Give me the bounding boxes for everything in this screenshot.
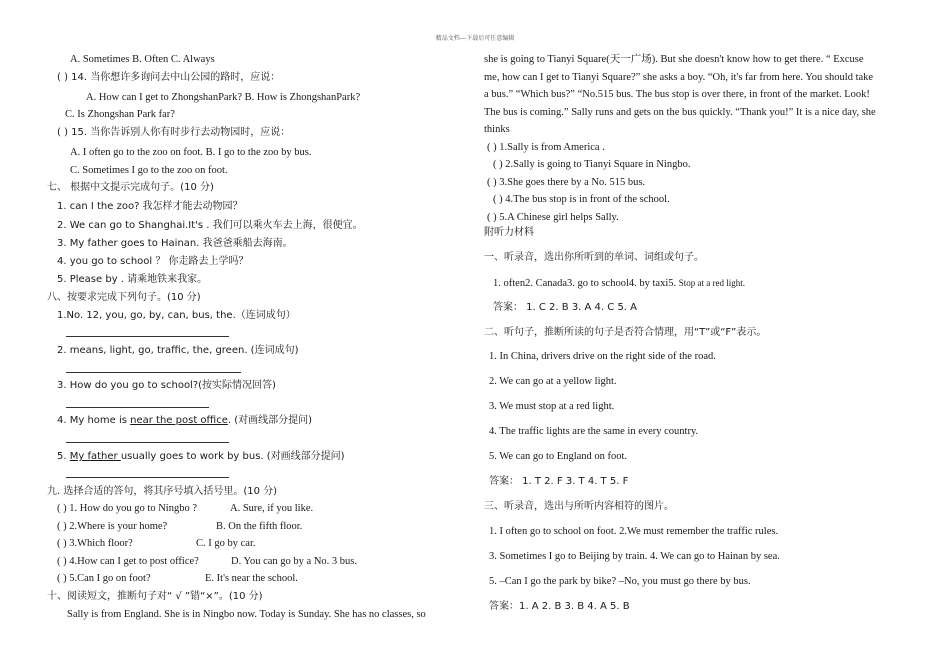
section7-title: 七、 根据中文提示完成句子。(10 分) [47,182,214,193]
passage-line: a bus.” “Which bus?” “No.515 bus. The bus stop is over there, in front of the market. Look! [484,89,870,100]
answer-line[interactable] [66,326,229,337]
judge-item: ( ) 5.A Chinese girl helps Sally. [487,212,619,223]
judge-item: ( ) 3.She goes there by a No. 515 bus. [487,177,646,188]
section9-answer: A. Sure, if you like. [230,503,314,514]
listening-section2-item: 5. We can go to England on foot. [489,451,628,462]
section9-question: ( ) 3.Which floor? [57,538,133,549]
l1-items-tail: Stop at a red light. [678,278,746,288]
q5-prefix: 5. [57,451,70,462]
answer-line[interactable] [66,397,209,408]
answer-line[interactable] [66,432,229,443]
listening-section2-item: 3. We must stop at a red light. [489,401,615,412]
section7-item: 4. you go to school ？ 你走路去上学吗？ [57,256,249,267]
section7-item: 3. My father goes to Hainan. 我爸爸乘船去海南。 [57,238,293,249]
listening-section3-title: 三、听录音，选出与所听内容相符的图片。 [484,501,674,512]
section8-q4 [57,414,312,428]
section9-question: ( ) 2.Where is your home? [57,521,168,532]
listening-section1-items [493,276,745,291]
q15-option-c: C. Sometimes I go to the zoo on foot. [70,165,228,176]
q15-question: ( ) 15. 当你告诉别人你有时步行去动物园时，应说： [57,127,291,138]
answer-line[interactable] [66,362,241,373]
answer-line[interactable] [66,467,229,478]
q5-suffix: usually goes to work by bus. (对画线部分提问) [120,451,345,462]
listening-section2-item: 4. The traffic lights are the same in every country. [489,426,699,437]
passage-line: thinks [484,124,510,135]
judge-item: ( ) 1.Sally is from America . [487,142,605,153]
listening-section2-item: 2. We can go at a yellow light. [489,376,617,387]
listening-section1-title: 一、听录音，选出你所听到的单词、词组或句子。 [484,252,704,263]
section8-q5 [57,450,345,464]
q15-options-ab: A. I often go to the zoo on foot. B. I go to the zoo by bus. [70,147,312,158]
section9-answer: B. On the fifth floor. [216,521,303,532]
q14-question: ( ) 14. 当你想许多询问去中山公园的路时，应说： [57,72,281,83]
section9-title: 九. 选择合适的答句，将其序号填入括号里。(10 分) [47,486,278,497]
listening-title: 附听力材料 [484,227,534,238]
section8-title: 八、按要求完成下列句子。(10 分) [47,292,201,303]
listening-section2-answer: 答案： 1. T 2. F 3. T 4. T 5. F [489,476,629,487]
q4-prefix: 4. My home is [57,415,131,426]
passage-line: she is going to Tianyi Square(天一广场). But she doesn't know how to get there. “ Excuse [484,54,864,65]
section9-answer: D. You can go by a No. 3 bus. [231,556,357,567]
q14-option-c: C. Is Zhongshan Park far? [65,109,175,120]
passage-line: Sally is from England. She is in Ningbo now. Today is Sunday. She has no classes, so [67,609,426,620]
q5-underlined: My father [69,451,121,462]
listening-section1-answer: 答案： 1. C 2. B 3. A 4. C 5. A [493,302,637,313]
judge-item: ( ) 2.Sally is going to Tianyi Square in Ningbo. [493,159,691,170]
listening-section3-answer: 答案：1. A 2. B 3. B 4. A 5. B [489,601,630,612]
judge-item: ( ) 4.The bus stop is in front of the school. [493,194,670,205]
q4-suffix: . (对画线部分提问) [227,415,313,426]
section8-q2: 2. means, light, go, traffic, the, green. (连词成句) [57,345,299,356]
section10-title: 十、阅读短文，推断句子对“ √ ”错“×”。(10 分) [47,591,263,602]
listening-section3-item: 5. –Can I go the park by bike? –No, you must go there by bus. [489,576,751,587]
section8-q1: 1.No. 12, you, go, by, can, bus, the.（连词成句） [57,310,296,321]
listening-section3-item: 3. Sometimes I go to Beijing by train. 4. We can go to Hainan by sea. [489,551,780,562]
q4-underlined: near the post office [130,415,228,426]
page-header: 精品文档---下载后可任意编辑 [435,35,515,42]
section9-question: ( ) 5.Can I go on foot? [57,573,151,584]
section8-q3: 3. How do you go to school?(按实际情况回答) [57,380,276,391]
q14-options-ab: A. How can I get to ZhongshanPark? B. How is ZhongshanPark? [86,92,361,103]
listening-section2-title: 二、听句子，推断所读的句子是否符合情理，用“T”或“F”表示。 [484,327,767,338]
section9-question: ( ) 4.How can I get to post office? [57,556,199,567]
q13-options: A. Sometimes B. Often C. Always [70,54,215,65]
listening-section2-item: 1. In China, drivers drive on the right side of the road. [489,351,716,362]
passage-line: The bus is coming.” Sally runs and gets on the bus quickly. “Thank you!” It is a nice day, she [484,107,876,118]
section9-answer: E. It's near the school. [205,573,298,584]
section9-question: ( ) 1. How do you go to Ningbo ? [57,503,197,514]
listening-section3-item: 1. I often go to school on foot. 2.We must remember the traffic rules. [489,526,779,537]
l1-items: 1. often2. Canada3. go to school4. by taxi5. [493,278,677,289]
section7-item: 5. Please by . 请乘地铁来我家。 [57,274,208,285]
section7-item: 2. We can go to Shanghai.It's . 我们可以乘火车去上海，很便宜。 [57,220,363,231]
passage-line: me, how can I get to Tianyi Square?” she asks a boy. “Oh, it's far from here. You should take [484,72,874,83]
section9-answer: C. I go by car. [196,538,256,549]
section7-item: 1. can I the zoo? 我怎样才能去动物园？ [57,201,243,212]
